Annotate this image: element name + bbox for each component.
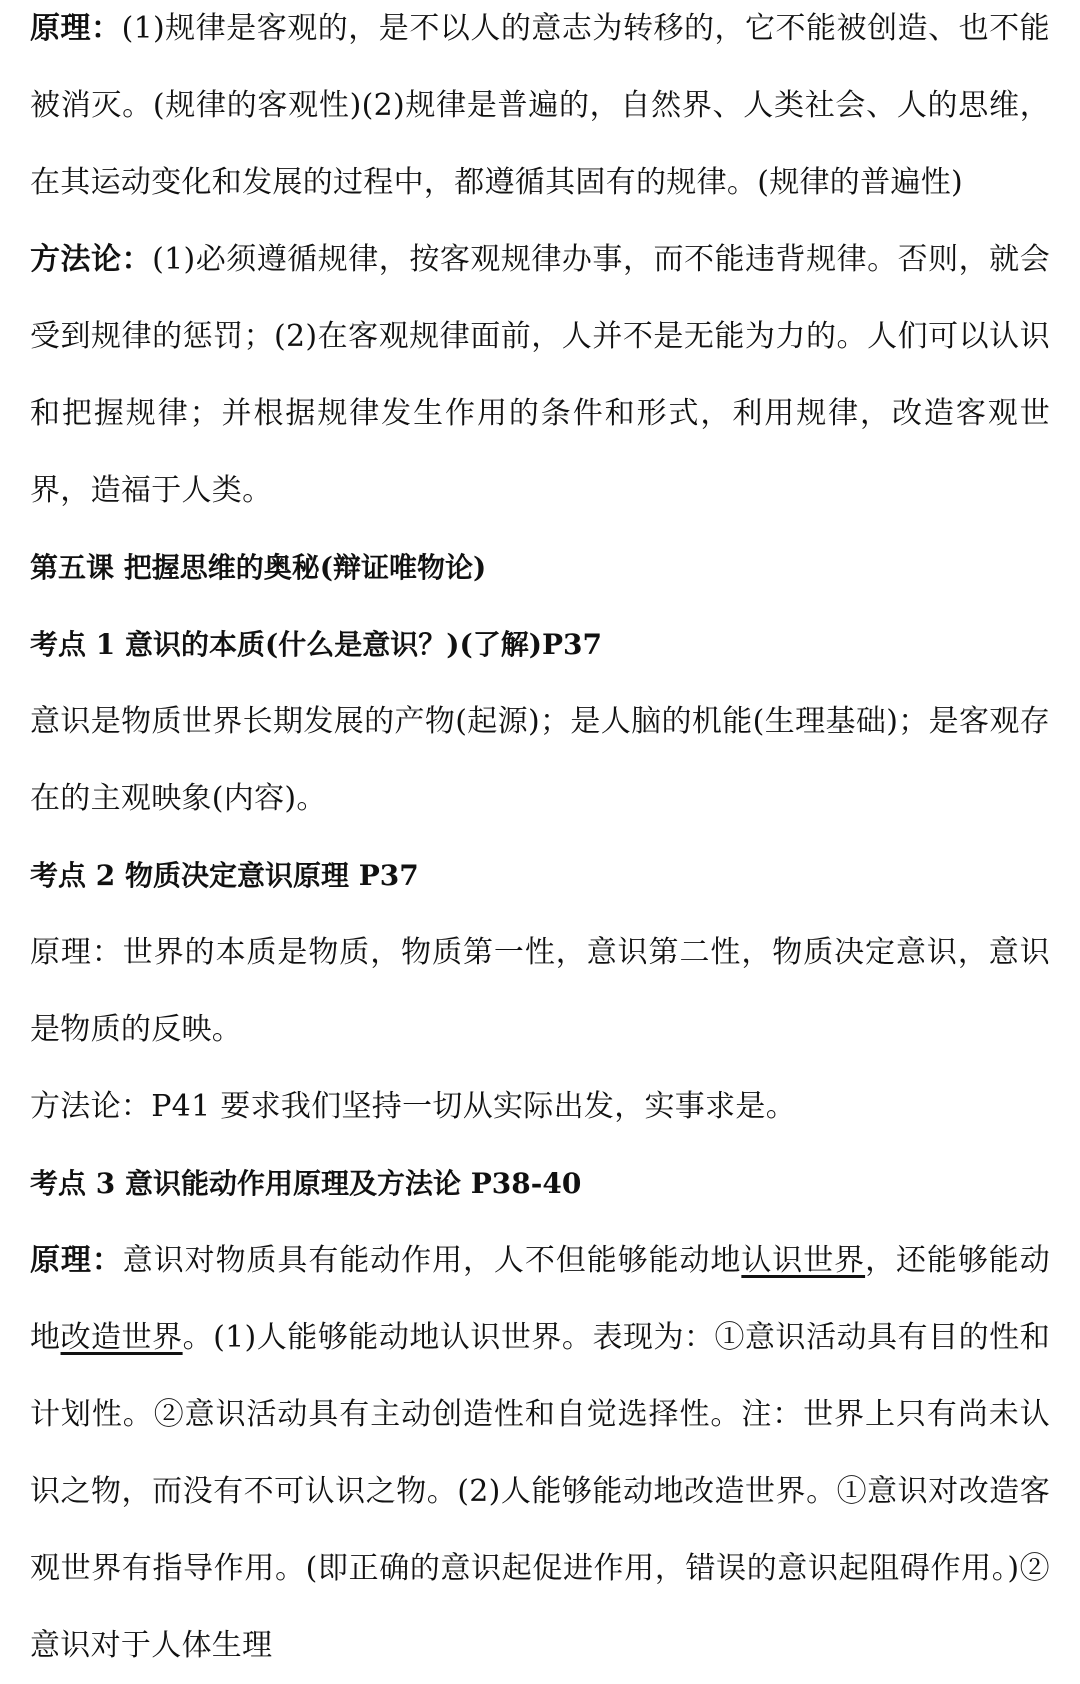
kp2-principle: 原理：世界的本质是物质，物质第一性，意识第二性，物质决定意识，意识是物质的反映。 (30, 935, 1050, 1047)
principle-text: (1)规律是客观的，是不以人的意志为转移的，它不能被创造、也不能被消灭。(规律的客观性)(2)规律是普遍的，自然界、人类社会、人的思维，在其运动变化和发展的过程中，都遵循其固有的规律。(规律的普遍性) (30, 11, 1050, 200)
kp3-underline-transform-world: 改造世界 (60, 1320, 183, 1355)
kp1-title: 考点 1 意识的本质(什么是意识？)(了解)P37 (30, 628, 602, 661)
principle-paragraph (30, 0, 1050, 221)
methodology-label: 方法论： (30, 242, 153, 277)
kp2-title: 考点 2 物质决定意识原理 P37 (30, 859, 419, 892)
kp2-method: 方法论：P41 要求我们坚持一切从实际出发，实事求是。 (30, 1089, 796, 1124)
kp3-text-b: ，还能够能动地 (30, 1243, 1051, 1355)
lesson-title: 第五课 把握思维的奥秘(辩证唯物论) (30, 551, 487, 584)
kp3-underline-know-world: 认识世界 (741, 1243, 866, 1278)
principle-label: 原理： (30, 11, 122, 46)
methodology-text: (1)必须遵循规律，按客观规律办事，而不能违背规律。否则，就会受到规律的惩罚；(2)在客观规律面前，人并不是无能为力的。人们可以认识和把握规律；并根据规律发生作用的条件和形式，利用规律，改造客观世界，造福于人类。 (30, 242, 1050, 508)
kp3-title: 考点 3 意识能动作用原理及方法论 P38-40 (30, 1167, 582, 1200)
kp3-paragraph (30, 1222, 1050, 1684)
kp3-text-c: 。(1)人能够能动地认识世界。表现为：①意识活动具有目的性和计划性。②意识活动具有主动创造性和自觉选择性。注：世界上只有尚未认识之物，而没有不可认识之物。(2)人能够能动地改造世界。①意识对改造客观世界有指导作用。(即正确的意识起促进作用，错误的意识起阻碍作用。)②意识对于人体生理 (30, 1320, 1050, 1663)
kp3-label: 原理： (30, 1243, 123, 1278)
methodology-paragraph (30, 221, 1050, 529)
kp1-text: 意识是物质世界长期发展的产物(起源)；是人脑的机能(生理基础)；是客观存在的主观映象(内容)。 (30, 704, 1050, 816)
kp3-text-a: 意识对物质具有能动作用，人不但能够能动地 (122, 1243, 742, 1278)
